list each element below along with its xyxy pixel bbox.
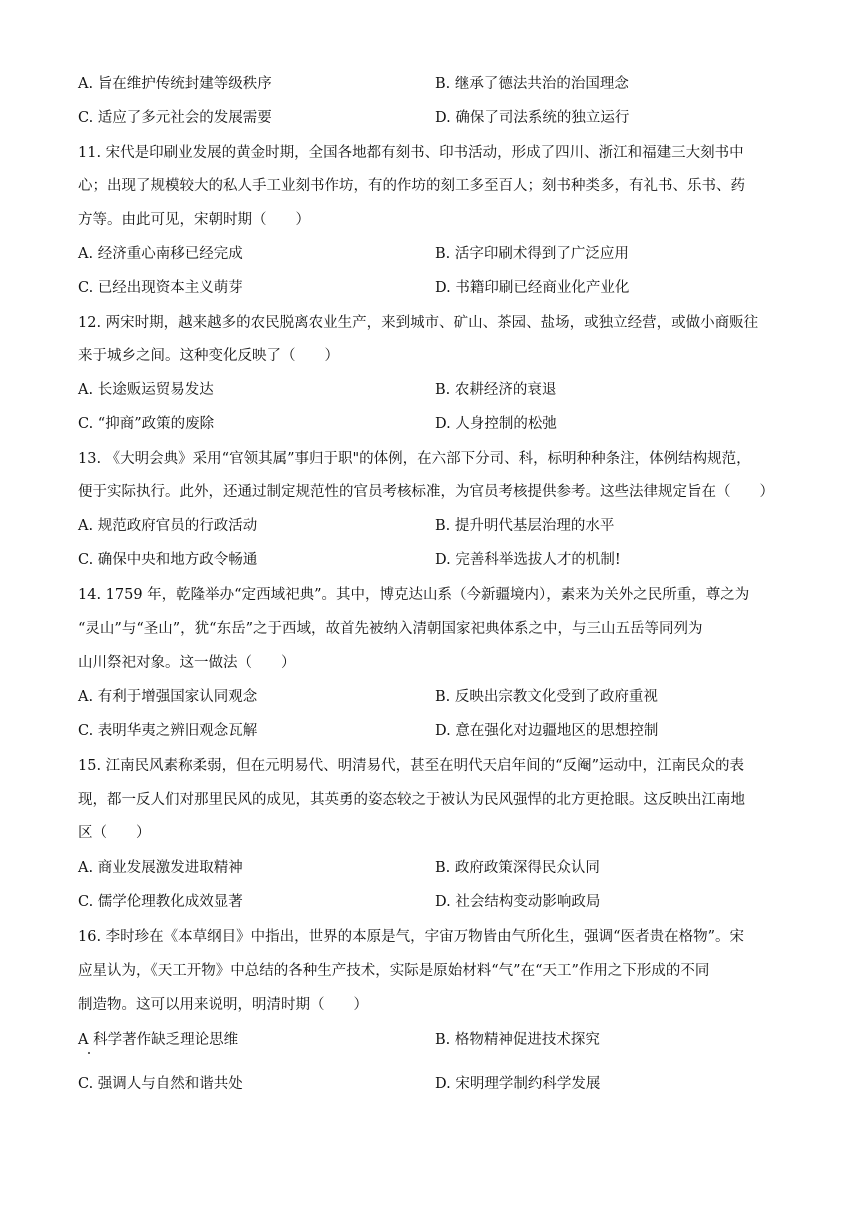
q12-option-d: D. 人身控制的松弛: [435, 416, 557, 432]
q15-option-d: D. 社会结构变动影响政局: [435, 894, 601, 910]
q13-stem-line-2: 便于实际执行。此外，还通过制定规范性的官员考核标准，为官员考核提供参考。这些法律规定旨在（ ）: [78, 484, 774, 500]
q10-option-d: D. 确保了司法系统的独立运行: [435, 110, 630, 126]
q16-stem-line-3: 制造物。这可以用来说明，明清时期（ ）: [78, 997, 368, 1013]
q12-stem-line-1: 12. 两宋时期，越来越多的农民脱离农业生产，来到城市、矿山、茶园、盐场，或独立经营，或做小商贩往: [78, 315, 759, 331]
q13-option-a: A. 规范政府官员的行政活动: [78, 518, 258, 534]
q13-option-c: C. 确保中央和地方政令畅通: [78, 552, 258, 568]
q14-stem-line-3: 山川祭祀对象。这一做法（ ）: [78, 655, 296, 671]
q11-option-d: D. 书籍印刷已经商业化产业化: [435, 280, 630, 296]
q13-option-b: B. 提升明代基层治理的水平: [435, 518, 615, 534]
q14-option-b: B. 反映出宗教文化受到了政府重视: [435, 689, 658, 705]
q14-option-a: A. 有利于增强国家认同观念: [78, 689, 258, 705]
q11-option-b: B. 活字印刷术得到了广泛应用: [435, 246, 629, 262]
q13-stem-line-1: 13. 《大明会典》采用“官领其属”事归于职"的体例，在六部下分司、科，标明种种条注，体例结构规范，: [78, 451, 751, 467]
stray-dot-mark: [88, 1052, 90, 1054]
q10-option-a: A. 旨在维护传统封建等级秩序: [78, 76, 272, 92]
q14-stem-line-1: 14. 1759 年，乾隆举办“定西域祀典”。其中，博克达山系（今新疆境内），素来为关外之民所重，尊之为: [78, 587, 750, 603]
q11-stem-line-1: 11. 宋代是印刷业发展的黄金时期，全国各地都有刻书、印书活动，形成了四川、浙江和福建三大刻书中: [78, 145, 744, 161]
q16-option-b: B. 格物精神促进技术探究: [435, 1032, 600, 1048]
q10-option-b: B. 继承了德法共治的治国理念: [435, 76, 629, 92]
q12-stem-line-2: 来于城乡之间。这种变化反映了（ ）: [78, 348, 339, 364]
q14-option-c: C. 表明华夷之辨旧观念瓦解: [78, 723, 258, 739]
q14-option-d: D. 意在强化对边疆地区的思想控制: [435, 723, 659, 739]
q12-option-b: B. 农耕经济的衰退: [435, 382, 557, 398]
q11-stem-line-2: 心；出现了规模较大的私人手工业刻书作坊，有的作坊的刻工多至百人；刻书种类多，有礼书、乐书、药: [78, 178, 745, 194]
q16-option-d: D. 宋明理学制约科学发展: [435, 1076, 601, 1092]
q15-option-c: C. 儒学伦理教化成效显著: [78, 894, 243, 910]
q11-option-c: C. 已经出现资本主义萌芽: [78, 280, 243, 296]
q15-stem-line-2: 现，都一反人们对那里民风的成见，其英勇的姿态较之于被认为民风强悍的北方更抢眼。这反映出江南地: [78, 792, 745, 808]
q16-option-c: C. 强调人与自然和谐共处: [78, 1076, 243, 1092]
q16-stem-line-2: 应星认为，《天工开物》中总结的各种生产技术，实际是原始材料“气”在“天工”作用之下形成的不同: [78, 963, 710, 979]
q11-option-a: A. 经济重心南移已经完成: [78, 246, 243, 262]
q13-option-d: D. 完善科举选拔人才的机制!: [435, 552, 621, 568]
q12-option-a: A. 长途贩运贸易发达: [78, 382, 214, 398]
q15-option-a: A. 商业发展激发进取精神: [78, 860, 243, 876]
q15-stem-line-1: 15. 江南民风素称柔弱，但在元明易代、明清易代，甚至在明代天启年间的“反阉”运动中，江南民众的表: [78, 758, 744, 774]
q12-option-c: C. “抑商”政策的废除: [78, 416, 215, 432]
q16-option-a: A 科学著作缺乏理论思维: [78, 1032, 239, 1048]
q10-option-c: C. 适应了多元社会的发展需要: [78, 110, 272, 126]
q15-stem-line-3: 区（ ）: [78, 825, 151, 841]
q16-stem-line-1: 16. 李时珍在《本草纲目》中指出，世界的本原是气，宇宙万物皆由气所化生，强调“医者贵在格物”。宋: [78, 929, 744, 945]
q11-stem-line-3: 方等。由此可见，宋朝时期（ ）: [78, 212, 310, 228]
q14-stem-line-2: “灵山”与“圣山”，犹“东岳”之于西域，故首先被纳入清朝国家祀典体系之中，与三山五岳等同列为: [78, 621, 703, 637]
q15-option-b: B. 政府政策深得民众认同: [435, 860, 600, 876]
